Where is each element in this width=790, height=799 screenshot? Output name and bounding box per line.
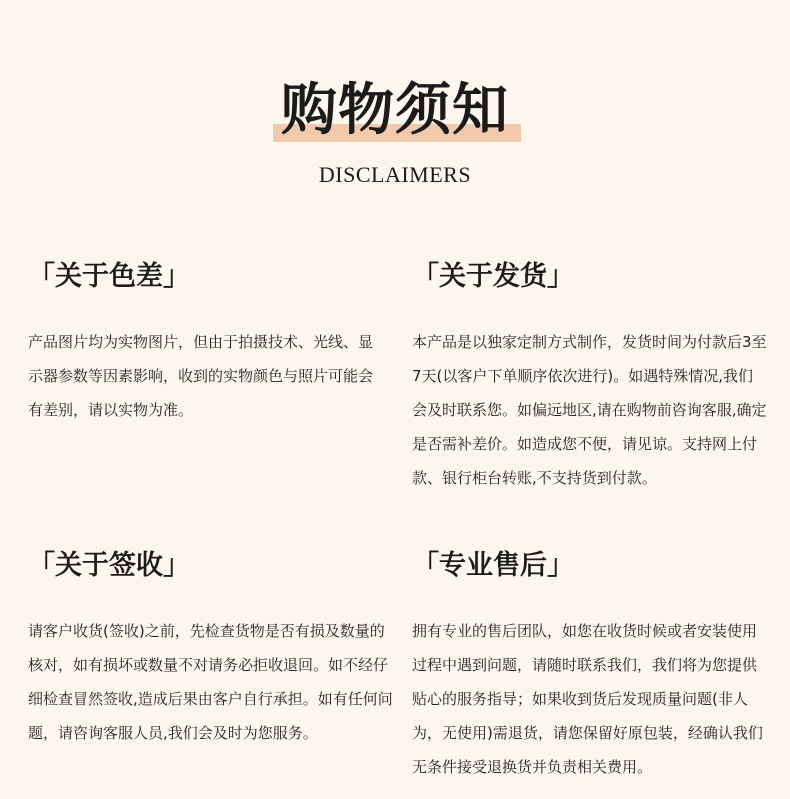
section-heading: 「专业售后」	[412, 550, 574, 581]
page-header	[0, 0, 790, 200]
section-body: 产品图片均为实物图片，但由于拍摄技术、光线、显示器参数等因素影响，收到的实物颜色与照片可能会有差别，请以实物为准。	[28, 333, 374, 419]
section-body: 本产品是以独家定制方式制作，发货时间为付款后3至7天(以客户下单顺序依次进行)。如遇特殊情况,我们会及时联系您。如偏远地区,请在购物前咨询客服,确定是否需补差价。如造成您不便，请见谅。支持网上付款、银行柜台转账,不支持货到付款。	[412, 333, 767, 487]
section-heading: 「关于色差」	[28, 261, 190, 292]
section-after-sales	[412, 550, 767, 784]
section-body: 请客户收货(签收)之前，先检查货物是否有损及数量的核对，如有损坏或数量不对请务必拒收退回。如不经仔细检查冒然签收,造成后果由客户自行承担。如有任何问题，请咨询客服人员,我们会及时为您服务。	[28, 622, 393, 742]
section-shipping	[412, 261, 767, 495]
section-heading: 「关于签收」	[28, 550, 190, 581]
page-title: 购物须知	[281, 77, 509, 143]
page-subtitle: DISCLAIMERS	[318, 162, 472, 187]
section-heading: 「关于发货」	[412, 261, 574, 292]
section-color-difference	[28, 261, 378, 427]
section-signing	[28, 550, 393, 750]
section-body: 拥有专业的售后团队，如您在收货时候或者安装使用过程中遇到问题，请随时联系我们，我们将为您提供贴心的服务指导；如果收到货后发现质量问题(非人为，无使用)需退货，请您保留好原包装，经确认我们无条件接受退换货并负责相关费用。	[412, 622, 763, 776]
